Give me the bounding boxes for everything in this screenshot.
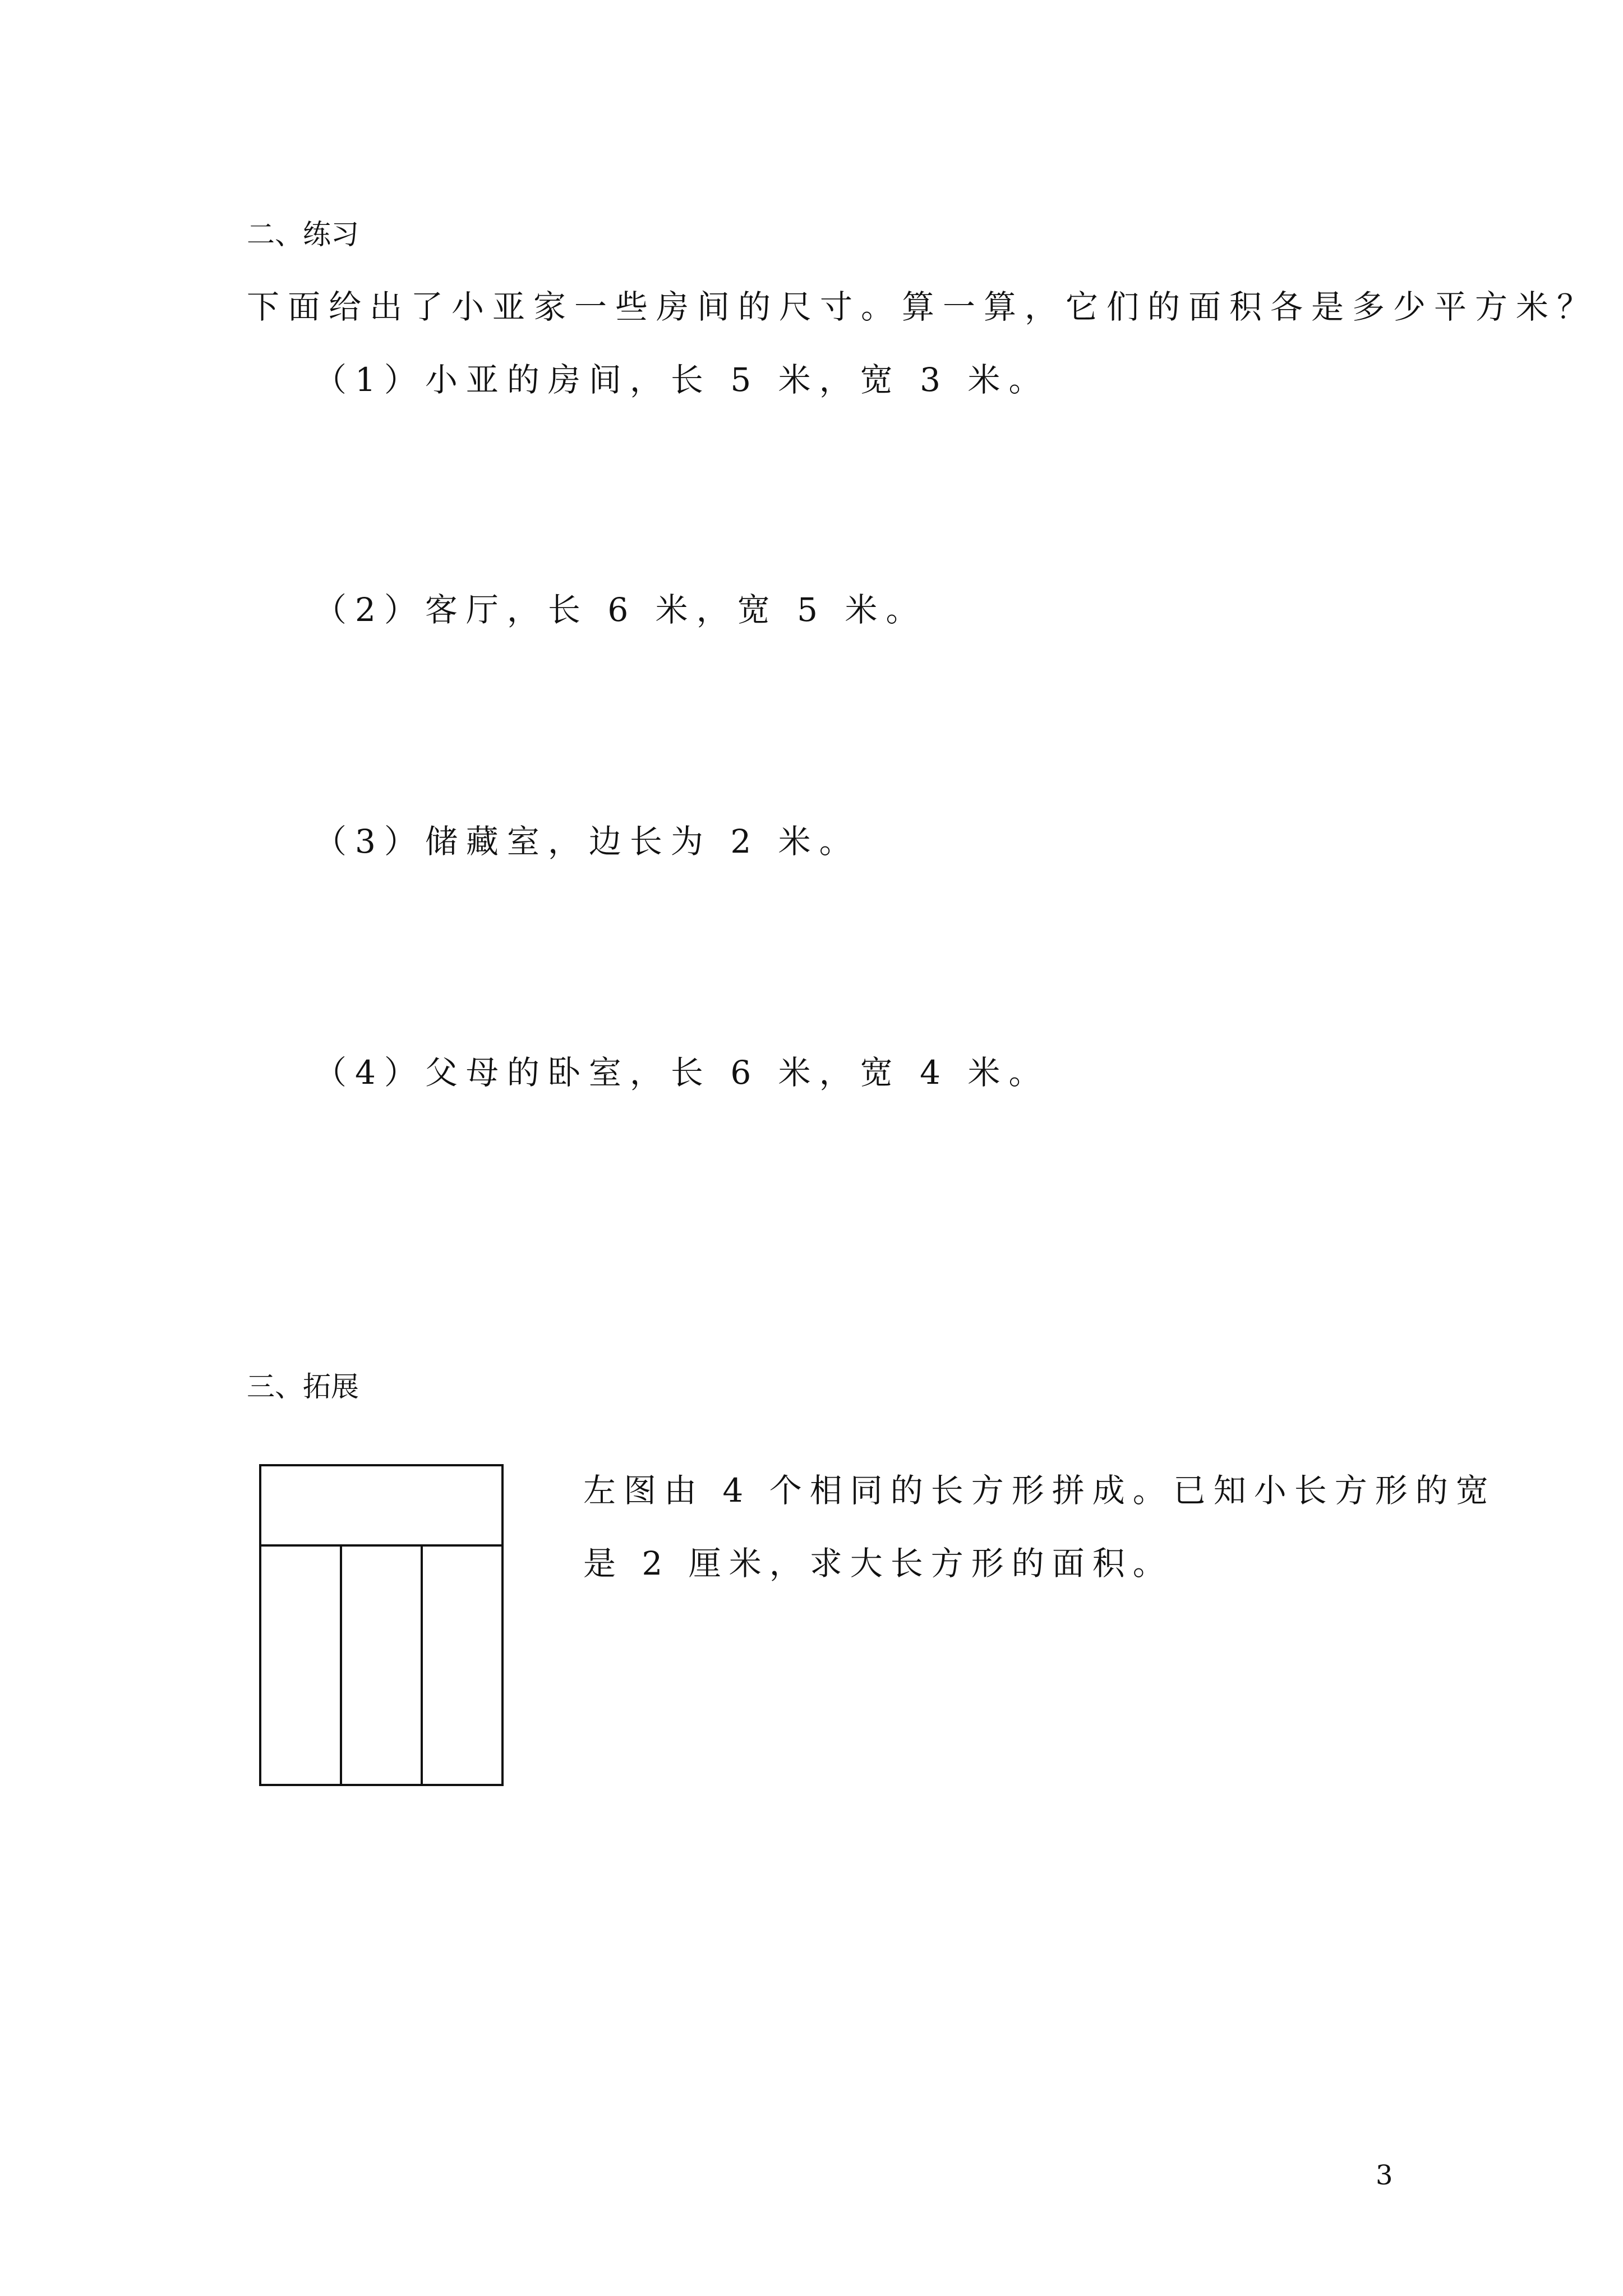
section-heading-extension: 三、拓展	[247, 1370, 359, 1403]
practice-item-1: （1）小亚的房间，长 5 米，宽 3 米。	[314, 361, 1050, 399]
practice-item-2: （2）客厅，长 6 米，宽 5 米。	[314, 591, 927, 629]
extension-problem-line-1: 左图由 4 个相同的长方形拼成。已知小长方形的宽	[583, 1471, 1496, 1510]
section-heading-practice: 二、练习	[247, 218, 359, 251]
practice-item-3: （3）储藏室，边长为 2 米。	[314, 822, 860, 861]
practice-item-4: （4）父母的卧室，长 6 米，宽 4 米。	[314, 1053, 1050, 1092]
big-rectangle-outline	[260, 1465, 502, 1785]
page-number: 3	[1376, 2160, 1393, 2191]
rectangles-figure	[259, 1464, 507, 1789]
extension-problem-line-2: 是 2 厘米，求大长方形的面积。	[583, 1544, 1173, 1582]
practice-intro: 下面给出了小亚家一些房间的尺寸。算一算，它们的面积各是多少平方米？	[247, 288, 1598, 326]
